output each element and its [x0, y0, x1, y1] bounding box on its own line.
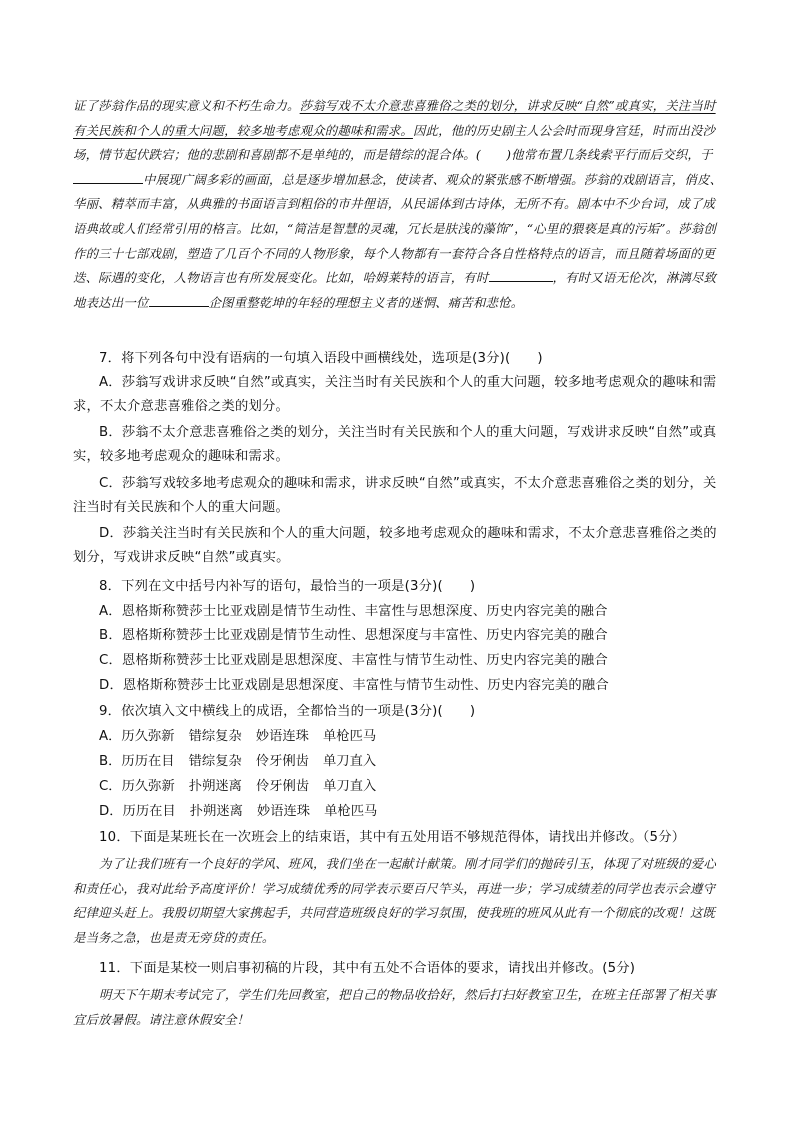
idiom: 妙语连珠	[255, 729, 309, 744]
option-letter: D．	[99, 804, 123, 819]
question-10-stem: 10．下面是某班长在一次班会上的结束语，其中有五处用语不够规范得体，请找出并修改。（5分）	[99, 830, 686, 845]
question-7-stem: 7．将下列各句中没有语病的一句填入语段中画横线处，选项是(3分)( )	[99, 351, 543, 366]
question-7-option-c[interactable]: C．莎翁写戏较多地考虑观众的趣味和需求，讲求反映“自然”或真实，不太介意悲喜雅俗之类的划分，关注当时有关民族和个人的重大问题。	[73, 476, 717, 515]
option-letter: A．	[99, 729, 122, 744]
passage-text: 因此，他的历史剧主人公会时而现身宫廷，时而出没沙场，情节起伏跌宕；他的悲剧和喜剧都不是单纯的，而是错综的混合体。( )他常布置几条线索平行而后交织，于	[73, 122, 716, 163]
idiom: 妙语连珠	[256, 804, 311, 819]
question-10-text: 为了让我们班有一个良好的学风、班风，我们坐在一起献计献策。刚才同学们的抛砖引玉，体现了对班级的爱心和责任心，我对此给予高度评价！学习成绩优秀的同学表示要百尺竿头，再进一步；学习成绩差的同学也表示会遵守纪律迎头赶上。我殷切期望大家携起手，共同营造班级良好的学习氛围，使我班的班风从此有一个彻底的改观！这既是当务之急，也是责无旁贷的责任。	[73, 856, 716, 945]
idiom: 伶牙俐齿	[255, 779, 310, 794]
question-9-option-b[interactable]	[99, 750, 390, 774]
reading-passage	[73, 94, 723, 315]
underlined-sentence: 莎翁写戏不太介意悲喜雅俗之类的划分，讲求反映“自然”或真实，关注当时有关民族和个人的重大问题，较多地考虑观众的趣味和需求。	[73, 98, 716, 138]
fill-blank-3[interactable]	[149, 292, 209, 307]
passage-text: 企图重整乾坤的年轻的理想主义者的迷惘、痛苦和悲怆。	[208, 294, 524, 310]
fill-blank-1[interactable]	[73, 169, 143, 184]
question-9-stem: 9．依次填入文中横线上的成语，全都恰当的一项是(3分)( )	[99, 704, 476, 719]
idiom: 伶牙俐齿	[255, 754, 309, 769]
idiom: 单枪匹马	[324, 804, 378, 819]
question-7-option-a[interactable]: A．莎翁写戏讲求反映“自然”或真实，关注当时有关民族和个人的重大问题，较多地考虑观众的趣味和需求，不太介意悲喜雅俗之类的划分。	[73, 375, 717, 414]
question-11-text: 明天下午期末考试完了，学生们先回教室，把自己的物品收拾好，然后打扫好教室卫生，在班主任部署了相关事宜后放暑假。请注意休假安全！	[73, 987, 716, 1027]
idiom: 扑朔迷离	[189, 804, 243, 819]
question-8-option-a[interactable]: A．恩格斯称赞莎士比亚戏剧是情节生动性、丰富性与思想深度、历史内容完美的融合	[99, 604, 608, 619]
question-9-option-d[interactable]	[99, 800, 391, 824]
question-7-option-d[interactable]: D．莎翁关注当时有关民族和个人的重大问题，较多地考虑观众的趣味和需求，不太介意悲喜雅俗之类的划分，写戏讲求反映“自然”或真实。	[73, 526, 717, 565]
question-8-option-d[interactable]: D．恩格斯称赞莎士比亚戏剧是思想深度、丰富性与情节生动性、历史内容完美的融合	[99, 678, 609, 693]
idiom: 扑朔迷离	[188, 779, 242, 794]
option-letter: C．	[99, 779, 122, 794]
idiom: 错综复杂	[188, 729, 242, 744]
idiom: 历久弥新	[121, 779, 175, 794]
question-11-stem: 11．下面是某校一则启事初稿的片段，其中有五处不合语体的要求，请找出并修改。(5分)	[99, 961, 636, 976]
question-8-stem: 8．下列在文中括号内补写的语句，最恰当的一项是(3分)( )	[99, 579, 476, 594]
idiom: 历久弥新	[121, 729, 175, 744]
question-9-option-a[interactable]	[99, 725, 390, 749]
passage-text: 中展现广阔多彩的画面，总是逐步增加悬念，使读者、观众的紧张感不断增强。莎翁的戏剧语言，俏皮、华丽、精萃而丰富，从典雅的书面语言到粗俗的市井俚语，从民谣体到古诗体，无所不有。剧本中不少台词，成了成语典故或人们经常引用的格言。比如，“简洁是智慧的灵魂，冗长是肤浅的藻饰”，“心里的猥亵是真的污垢”。莎翁创作的三十七部戏剧，塑造了几百个不同的人物形象，每个人物都有一套符合各自性格特点的语言，而且随着场面的更迭、际遇的变化，人物语言也有所发展变化。比如，哈姆莱特的语言，有时	[73, 171, 723, 286]
question-8-option-c[interactable]: C．恩格斯称赞莎士比亚戏剧是思想深度、丰富性与情节生动性、历史内容完美的融合	[99, 653, 608, 668]
fill-blank-2[interactable]	[489, 267, 553, 282]
idiom: 单刀直入	[323, 779, 377, 794]
question-8-option-b[interactable]: B．恩格斯称赞莎士比亚戏剧是情节生动性、思想深度与丰富性、历史内容完美的融合	[99, 628, 608, 643]
idiom: 历历在目	[122, 804, 176, 819]
passage-text: ，有时又语无伦次，淋漓尽致地表达出一位	[73, 270, 717, 310]
question-7-option-b[interactable]: B．莎翁不太介意悲喜雅俗之类的划分，关注当时有关民族和个人的重大问题，写戏讲求反映“自然”或真实，较多地考虑观众的趣味和需求。	[73, 425, 717, 464]
idiom: 历历在目	[121, 754, 175, 769]
idiom: 单刀直入	[322, 754, 377, 769]
passage-text: 证了莎翁作品的现实意义和不朽生命力。	[73, 98, 300, 113]
idiom: 单枪匹马	[322, 729, 377, 744]
idiom: 错综复杂	[188, 754, 242, 769]
question-9-option-c[interactable]	[99, 775, 390, 799]
option-letter: B．	[99, 754, 122, 769]
